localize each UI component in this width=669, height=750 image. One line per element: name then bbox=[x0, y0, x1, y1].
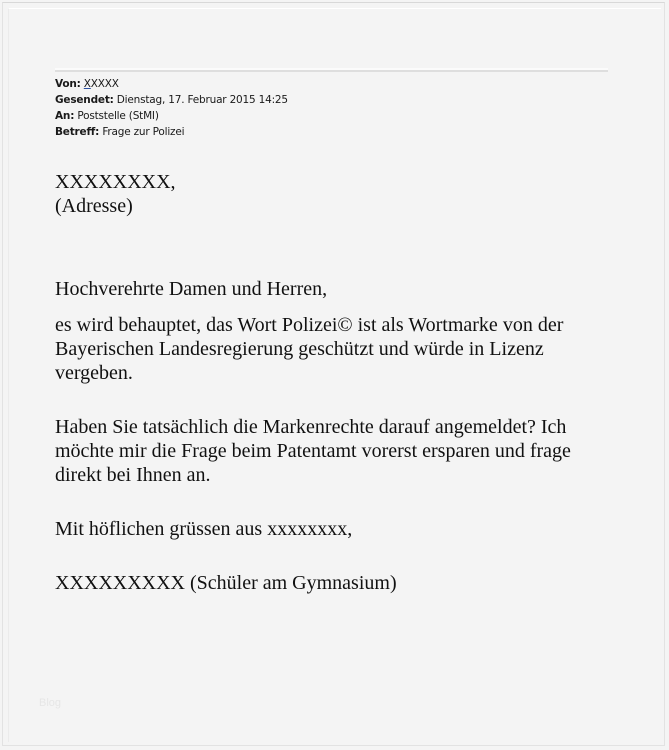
recipient-name: XXXXXXXX, bbox=[55, 171, 176, 193]
from-label: Von: bbox=[55, 78, 81, 90]
to-label: An: bbox=[55, 110, 75, 122]
paragraph-2-line: direkt bei Ihnen an. bbox=[55, 464, 211, 486]
from-sender-link[interactable] bbox=[84, 78, 119, 90]
from-sender-rest: XXXX bbox=[90, 78, 119, 90]
subject-row bbox=[55, 124, 288, 140]
from-sender-first: X bbox=[83, 78, 91, 90]
sent-label: Gesendet: bbox=[55, 94, 114, 106]
from-row bbox=[55, 76, 288, 92]
email-header bbox=[55, 76, 288, 140]
salutation: Hochverehrte Damen und Herren, bbox=[55, 278, 328, 300]
paragraph-2-line: Haben Sie tatsächlich die Markenrechte darauf angemeldet? Ich bbox=[55, 416, 567, 438]
header-separator bbox=[55, 68, 608, 70]
paragraph-2-line: möchte mir die Frage beim Patentamt vorerst ersparen und frage bbox=[55, 440, 571, 462]
subject-value: Frage zur Polizei bbox=[102, 126, 185, 138]
paragraph-1-line: Bayerischen Landesregierung geschützt und würde in Lizenz bbox=[55, 338, 544, 360]
paragraph-1 bbox=[55, 313, 563, 385]
signature-line: XXXXXXXXX (Schüler am Gymnasium) bbox=[55, 572, 397, 594]
recipient-address: (Adresse) bbox=[55, 195, 133, 217]
paragraph-1-line: es wird behauptet, das Wort Polizei© ist als Wortmarke von der bbox=[55, 314, 564, 336]
closing-line: Mit höflichen grüssen aus xxxxxxxx, bbox=[55, 518, 353, 540]
recipient-block bbox=[55, 170, 176, 218]
subject-label: Betreff: bbox=[55, 126, 100, 138]
sent-row bbox=[55, 92, 288, 108]
paragraph-2 bbox=[55, 415, 571, 487]
to-row bbox=[55, 108, 288, 124]
to-value: Poststelle (StMI) bbox=[77, 110, 159, 122]
paragraph-1-line: vergeben. bbox=[55, 362, 133, 384]
watermark-text: Blog bbox=[39, 697, 62, 709]
sent-value: Dienstag, 17. Februar 2015 14:25 bbox=[116, 94, 288, 106]
